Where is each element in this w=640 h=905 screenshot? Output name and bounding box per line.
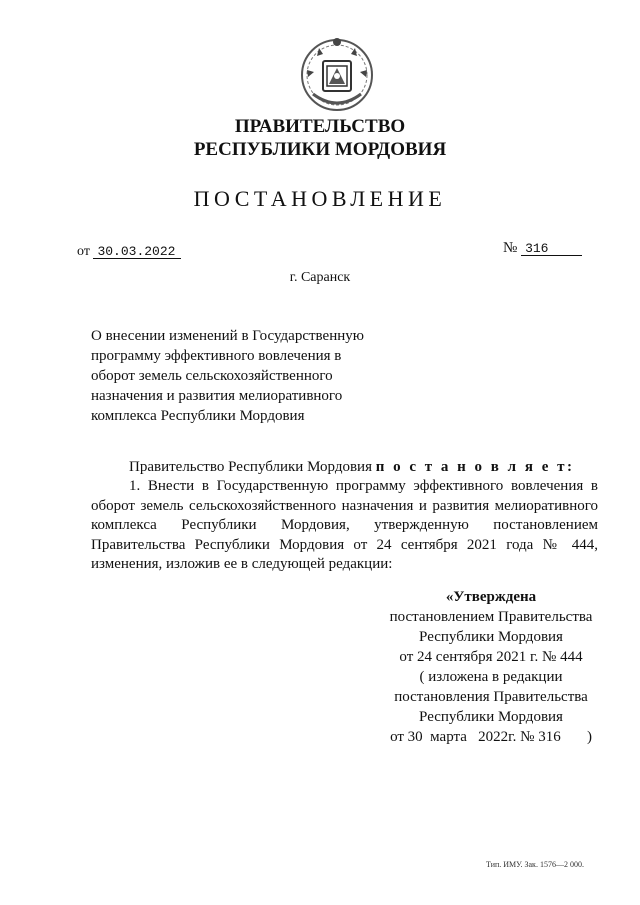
subject-line: программу эффективного вовлечения в bbox=[91, 348, 342, 364]
document-date bbox=[77, 244, 181, 260]
approval-stamp-block bbox=[370, 587, 612, 747]
document-number bbox=[503, 240, 582, 257]
subject-block bbox=[91, 326, 391, 426]
subject-line: назначения и развития мелиоративного bbox=[91, 388, 343, 404]
approval-line: от 24 сентября 2021 г. № 444 bbox=[399, 649, 583, 665]
intro-text: Правительство Республики Мордовия bbox=[129, 459, 372, 475]
approval-line: Республики Мордовия bbox=[419, 709, 563, 725]
print-mark: Тип. ИМУ. Зак. 1576—2 000. bbox=[486, 860, 584, 869]
number-value: 316 bbox=[521, 242, 582, 256]
approval-head: «Утверждена bbox=[445, 589, 537, 605]
date-prefix: от bbox=[77, 244, 90, 259]
resolution-intro bbox=[91, 458, 598, 478]
approval-line: постановления Правительства bbox=[394, 689, 588, 705]
intro-decree-word: п о с т а н о в л я е т: bbox=[375, 459, 575, 475]
subject-line: О внесении изменений в Государственную bbox=[91, 328, 364, 344]
approval-line: Республики Мордовия bbox=[419, 629, 563, 645]
point-1-paragraph: 1. Внести в Государственную программу эффективного вовлечения в оборот земель сельскохозяйственного назначения и развития мелиоративного комплекса Республики Мордовия, утвержденную постановлением Правительства Республики Мордовия от 24 сентября 2021 года № 444, изменения, изложив ее в следующей редакции: bbox=[91, 478, 598, 572]
approval-line: ( изложена в редакции bbox=[419, 669, 563, 685]
coat-of-arms-emblem-icon bbox=[297, 34, 377, 114]
approval-line: от 30 марта 2022г. № 316 ) bbox=[390, 729, 592, 745]
government-heading-line1: ПРАВИТЕЛЬСТВО bbox=[234, 116, 406, 137]
city-line: г. Саранск bbox=[289, 270, 351, 285]
number-prefix: № bbox=[503, 240, 518, 256]
date-value: 30.03.2022 bbox=[93, 245, 181, 259]
subject-line: оборот земель сельскохозяйственного bbox=[91, 368, 333, 384]
subject-line: комплекса Республики Мордовия bbox=[91, 408, 305, 424]
government-heading-line2: РЕСПУБЛИКИ МОРДОВИЯ bbox=[193, 139, 447, 160]
approval-line: постановлением Правительства bbox=[389, 609, 593, 625]
document-type-title: ПОСТАНОВЛЕНИЕ bbox=[193, 186, 447, 211]
